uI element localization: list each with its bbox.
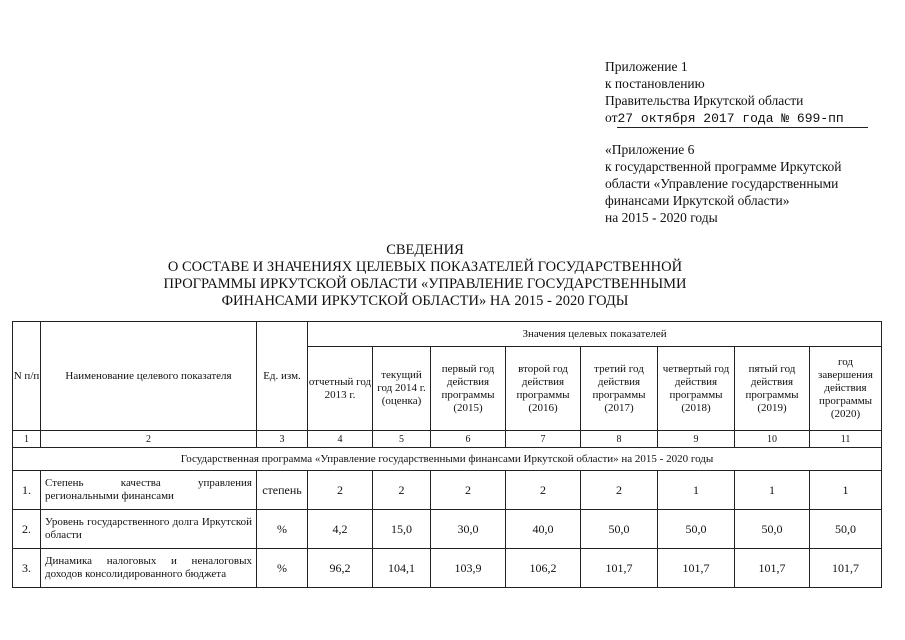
value-cell: 50,0 [810,510,882,549]
value-cell: 101,7 [735,549,810,588]
table-row [13,510,882,549]
title-line: ПРОГРАММЫ ИРКУТСКОЙ ОБЛАСТИ «УПРАВЛЕНИЕ ГОСУДАРСТВЕННЫМИ [163,276,687,292]
value-cell: 96,2 [308,549,373,588]
value-cell: 1 [810,471,882,510]
title-line: СВЕДЕНИЯ [386,242,464,258]
row-num: 3. [13,549,41,588]
header-year: год завершения действия программы (2020) [810,347,882,431]
value-cell: 2 [308,471,373,510]
unit-cell: степень [257,471,308,510]
unit-cell: % [257,549,308,588]
value-cell: 2 [373,471,431,510]
appendix-6-line: на 2015 - 2020 годы [605,210,718,225]
indicator-name: Динамика налоговых и неналоговых доходов консолидированного бюджета [41,549,257,588]
appendix-1-block [605,58,868,128]
value-cell: 50,0 [581,510,658,549]
table-row [13,471,882,510]
row-num: 2. [13,510,41,549]
title-line: ФИНАНСАМИ ИРКУТСКОЙ ОБЛАСТИ» НА 2015 - 2020 ГОДЫ [221,293,629,309]
column-index: 11 [810,431,882,448]
column-index: 2 [41,431,257,448]
value-cell: 106,2 [506,549,581,588]
column-index: 3 [257,431,308,448]
table-row [13,549,882,588]
value-cell: 101,7 [810,549,882,588]
indicators-table [12,321,882,588]
appendix-1-line: Правительства Иркутской области [605,93,804,108]
decree-date: 27 октября 2017 года № 699-пп [617,110,867,128]
value-cell: 1 [658,471,735,510]
column-index: 7 [506,431,581,448]
value-cell: 2 [581,471,658,510]
value-cell: 101,7 [581,549,658,588]
value-cell: 104,1 [373,549,431,588]
header-year: второй год действия программы (2016) [506,347,581,431]
appendix-1-line: Приложение 1 [605,59,688,74]
value-cell: 101,7 [658,549,735,588]
appendix-6-line: финансами Иркутской области» [605,193,790,208]
row-num: 1. [13,471,41,510]
value-cell: 40,0 [506,510,581,549]
title-line: О СОСТАВЕ И ЗНАЧЕНИЯХ ЦЕЛЕВЫХ ПОКАЗАТЕЛЕЙ ГОСУДАРСТВЕННОЙ [167,259,683,275]
appendix-1-line: к постановлению [605,76,705,91]
value-cell: 103,9 [431,549,506,588]
header-unit: Ед. изм. [257,322,308,431]
header-values-group: Значения целевых показателей [308,322,882,347]
section-title: Государственная программа «Управление государственными финансами Иркутской области» на 2015 - 2020 годы [13,448,882,471]
header-num: N п/п [13,322,41,431]
appendix-6-block [605,141,842,226]
value-cell: 50,0 [658,510,735,549]
column-index: 6 [431,431,506,448]
value-cell: 4,2 [308,510,373,549]
header-year: отчетный год 2013 г. [308,347,373,431]
appendix-6-line: к государственной программе Иркутской [605,159,842,174]
appendix-6-line: области «Управление государственными [605,176,839,191]
header-name: Наименование целевого показателя [41,322,257,431]
indicator-name: Уровень государственного долга Иркутской области [41,510,257,549]
header-year: третий год действия программы (2017) [581,347,658,431]
value-cell: 15,0 [373,510,431,549]
indicator-name: Степень качества управления региональными финансами [41,471,257,510]
column-index-row [13,431,882,448]
column-index: 5 [373,431,431,448]
header-year: четвертый год действия программы (2018) [658,347,735,431]
value-cell: 30,0 [431,510,506,549]
column-index: 10 [735,431,810,448]
appendix-6-line: «Приложение 6 [605,142,695,157]
date-prefix: от [605,110,618,125]
column-index: 9 [658,431,735,448]
column-index: 1 [13,431,41,448]
unit-cell: % [257,510,308,549]
value-cell: 2 [506,471,581,510]
column-index: 4 [308,431,373,448]
header-year: пятый год действия программы (2019) [735,347,810,431]
appendix-1-date-line [605,109,868,128]
value-cell: 2 [431,471,506,510]
document-title [80,242,770,310]
column-index: 8 [581,431,658,448]
header-year: текущий год 2014 г. (оценка) [373,347,431,431]
value-cell: 50,0 [735,510,810,549]
header-year: первый год действия программы (2015) [431,347,506,431]
value-cell: 1 [735,471,810,510]
